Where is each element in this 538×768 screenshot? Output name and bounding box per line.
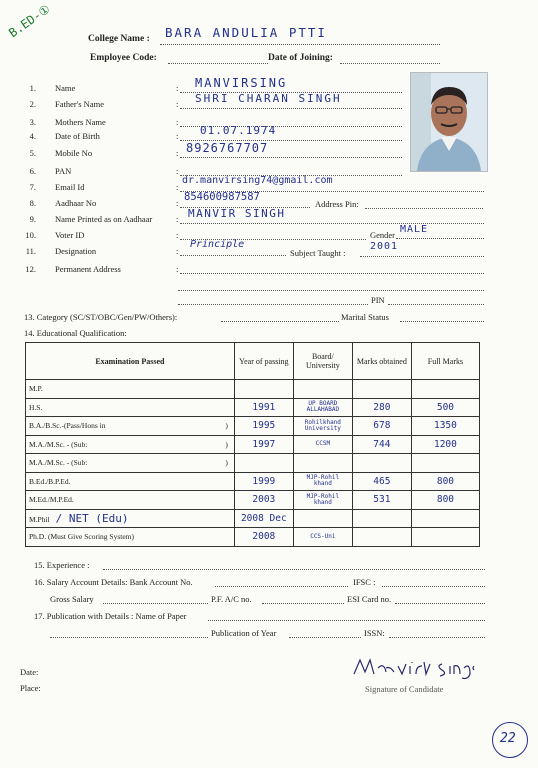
college-name-label: College Name : — [88, 34, 150, 44]
table-row — [26, 491, 480, 510]
experience-label: 15. Experience : — [34, 560, 90, 570]
year-cell: 2008 — [234, 528, 293, 547]
marks-cell: 744 — [352, 435, 411, 454]
board-cell — [293, 454, 352, 473]
field-label: Permanent Address — [55, 264, 121, 274]
signature-caption: Signature of Candidate — [365, 684, 444, 694]
board-cell: CCS-Uni — [293, 528, 352, 547]
place-label: Place: — [20, 683, 41, 693]
field-number: 8. — [29, 198, 36, 208]
field-number: 11. — [25, 246, 36, 256]
full-cell — [411, 380, 479, 399]
board-cell: MJP-Rohil khand — [293, 491, 352, 510]
column-header: Board/ University — [293, 343, 352, 380]
field-colon: : — [176, 166, 179, 176]
year-cell — [234, 454, 293, 473]
category-label: 13. Category (SC/ST/OBC/Gen/PW/Others): — [24, 312, 178, 322]
pf-label: P.F. A/C no. — [211, 594, 252, 604]
field-number: 3. — [29, 117, 36, 127]
marks-cell: 678 — [352, 417, 411, 436]
subject-taught-label: Subject Taught : — [290, 248, 346, 258]
esi-label: ESI Card no. — [347, 594, 392, 604]
publication-year-label: Publication of Year — [211, 628, 277, 638]
exam-cell: M.P. — [26, 380, 235, 399]
table-row — [26, 454, 480, 473]
field-label: Email Id — [55, 182, 85, 192]
gross-salary-label: Gross Salary — [50, 594, 94, 604]
table-row — [26, 472, 480, 491]
candidate-signature — [350, 654, 480, 685]
candidate-photo — [410, 72, 488, 172]
column-header: Marks obtained — [352, 343, 411, 380]
board-cell — [293, 380, 352, 399]
field-label: Designation — [55, 246, 97, 256]
field-value: 01.07.1974 — [200, 124, 277, 137]
marks-cell — [352, 380, 411, 399]
exam-cell: Ph.D. (Must Give Scoring System) — [26, 528, 235, 547]
exam-cell: M.A./M.Sc. - (Sub: ) — [26, 435, 235, 454]
field-colon: : — [176, 214, 179, 224]
marks-cell: 531 — [352, 491, 411, 510]
field-colon: : — [176, 182, 179, 192]
education-table-header — [26, 343, 480, 380]
year-cell: 2003 — [234, 491, 293, 510]
college-name-value: BARA ANDULIA PTTI — [165, 25, 327, 40]
field-value: Principle — [190, 239, 245, 250]
table-row — [26, 398, 480, 417]
marks-cell — [352, 509, 411, 528]
field-colon: : — [176, 264, 179, 274]
exam-cell: M.Ed./M.P.Ed. — [26, 491, 235, 510]
field-value: SHRI CHARAN SINGH — [195, 92, 342, 105]
full-cell: 500 — [411, 398, 479, 417]
field-value: dr.manvirsing74@gmail.com — [182, 175, 333, 186]
education-table — [25, 342, 480, 547]
column-header: Examination Passed — [26, 343, 235, 380]
field-number: 9. — [29, 214, 36, 224]
field-number: 4. — [29, 131, 36, 141]
gender-value: MALE — [400, 224, 429, 235]
board-cell: Rohilkhand University — [293, 417, 352, 436]
column-header: Year of passing — [234, 343, 293, 380]
field-colon: : — [176, 148, 179, 158]
full-cell: 1350 — [411, 417, 479, 436]
field-number: 12. — [25, 264, 36, 274]
year-cell: 1999 — [234, 472, 293, 491]
full-cell: 1200 — [411, 435, 479, 454]
field-number: 1. — [29, 83, 36, 93]
full-cell: 800 — [411, 472, 479, 491]
salary-label: 16. Salary Account Details: Bank Account No. — [34, 577, 193, 587]
field-value: 8926767707 — [186, 141, 269, 155]
marital-status-label: Marital Status — [341, 312, 389, 322]
board-cell: CCSM — [293, 435, 352, 454]
marks-cell — [352, 454, 411, 473]
exam-cell: H.S. — [26, 398, 235, 417]
issn-label: ISSN: — [364, 628, 385, 638]
field-number: 2. — [29, 99, 36, 109]
field-number: 5. — [29, 148, 36, 158]
date-label: Date: — [20, 667, 39, 677]
field-label: Mobile No — [55, 148, 93, 158]
column-header: Full Marks — [411, 343, 479, 380]
field-number: 10. — [25, 230, 36, 240]
year-cell — [234, 380, 293, 399]
full-cell: 800 — [411, 491, 479, 510]
board-cell — [293, 509, 352, 528]
field-colon: : — [176, 99, 179, 109]
marks-cell: 280 — [352, 398, 411, 417]
page-number: 22 — [500, 731, 516, 746]
field-label: Mothers Name — [55, 117, 106, 127]
field-label: Voter ID — [55, 230, 85, 240]
year-cell: 1997 — [234, 435, 293, 454]
field-label: Father's Name — [55, 99, 104, 109]
field-value: MANVIRSING — [195, 76, 288, 90]
year-cell: 1991 — [234, 398, 293, 417]
field-colon: : — [176, 198, 179, 208]
field-colon: : — [176, 246, 179, 256]
table-row — [26, 380, 480, 399]
exam-cell: M.Phil / NET (Edu) — [26, 509, 235, 528]
full-cell — [411, 509, 479, 528]
field-colon: : — [176, 117, 179, 127]
table-row — [26, 417, 480, 436]
field-label: Aadhaar No — [55, 198, 97, 208]
employee-code-label: Employee Code: — [90, 53, 157, 63]
field-number: 7. — [29, 182, 36, 192]
exam-cell: B.A./B.Sc.-(Pass/Hons in ) — [26, 417, 235, 436]
board-cell: MJP-Rohil khand — [293, 472, 352, 491]
subject-taught-value: 2001 — [370, 241, 399, 252]
field-value: 854600987587 — [184, 191, 260, 203]
date-of-joining-label: Date of Joining: — [268, 53, 333, 63]
exam-cell: B.Ed./B.P.Ed. — [26, 472, 235, 491]
table-row — [26, 528, 480, 547]
marks-cell: 465 — [352, 472, 411, 491]
pin-label: PIN — [371, 295, 385, 305]
field-colon: : — [176, 230, 179, 240]
publication-label: 17. Publication with Details : Name of Paper — [34, 611, 187, 621]
year-cell: 1995 — [234, 417, 293, 436]
table-row — [26, 435, 480, 454]
gender-label: Gender — [370, 230, 396, 240]
field-colon: : — [176, 131, 179, 141]
education-label: 14. Educational Qualification: — [24, 328, 127, 338]
field-colon: : — [176, 83, 179, 93]
address-pin-label: Address Pin: — [315, 199, 359, 209]
field-label: PAN — [55, 166, 72, 176]
margin-note: B.ED-① — [6, 1, 53, 41]
field-label: Name — [55, 83, 76, 93]
ifsc-label: IFSC : — [353, 577, 376, 587]
field-label: Name Printed as on Aadhaar — [55, 214, 153, 224]
exam-cell: M.A./M.Sc. - (Sub: ) — [26, 454, 235, 473]
year-cell: 2008 Dec — [234, 509, 293, 528]
field-number: 6. — [29, 166, 36, 176]
field-label: Date of Birth — [55, 131, 100, 141]
board-cell: UP BOARD ALLAHABAD — [293, 398, 352, 417]
table-row — [26, 509, 480, 528]
marks-cell — [352, 528, 411, 547]
field-value: MANVIR SINGH — [188, 207, 286, 220]
full-cell — [411, 528, 479, 547]
full-cell — [411, 454, 479, 473]
